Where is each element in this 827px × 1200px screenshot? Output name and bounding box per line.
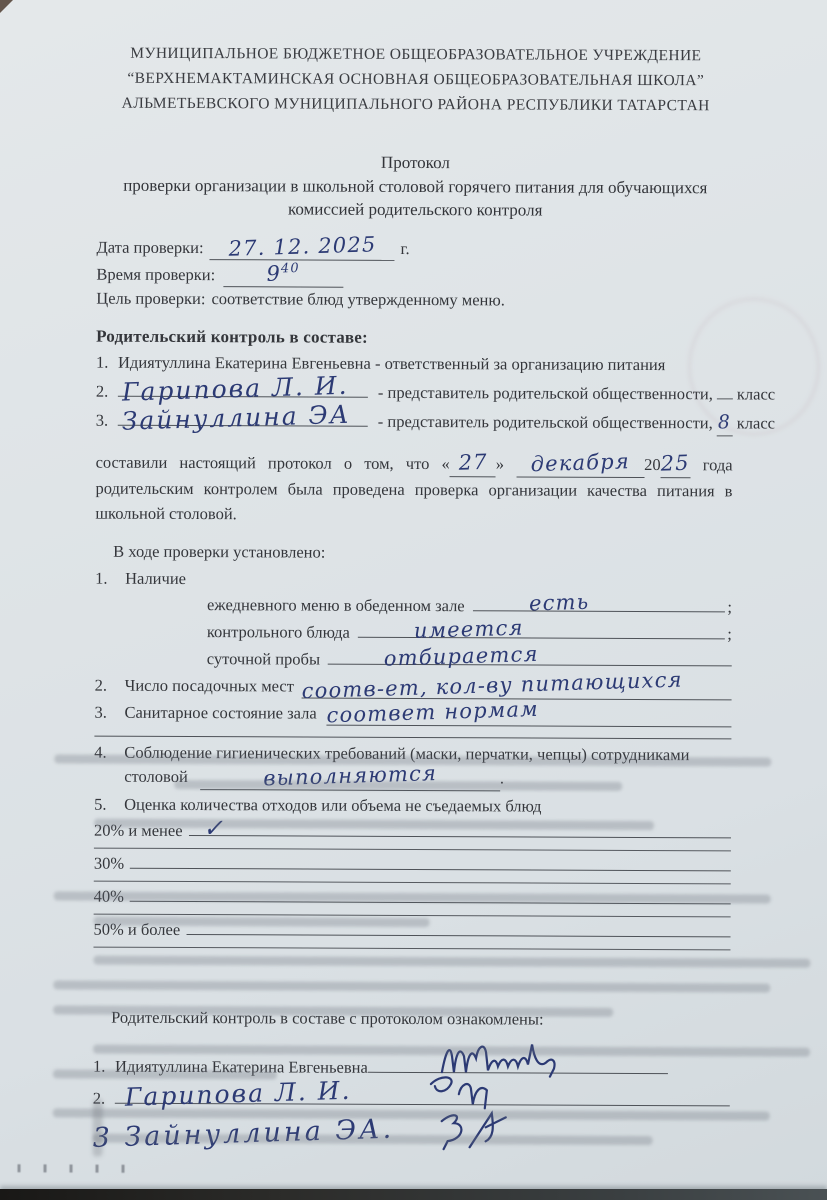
dish-blank bbox=[358, 615, 725, 643]
year-handwriting: 25 bbox=[660, 450, 691, 476]
option-20-blank bbox=[189, 813, 731, 843]
committee-heading: Родительский контроль в составе: bbox=[96, 326, 368, 347]
item-2-label: Число посадочных мест bbox=[124, 675, 295, 696]
item-1-label: Наличие bbox=[125, 568, 187, 589]
item-3-blank bbox=[326, 696, 732, 728]
signature-garipova bbox=[425, 1070, 505, 1110]
item-4-label-2: столовой bbox=[124, 766, 188, 787]
date-handwriting: 27. 12. 2025 bbox=[227, 232, 377, 261]
committee-section bbox=[95, 325, 776, 437]
date-blank bbox=[210, 232, 395, 261]
waste-option-40 bbox=[94, 886, 731, 910]
option-30-blank bbox=[130, 868, 731, 872]
sample-blank bbox=[328, 641, 732, 671]
committee-member-1 bbox=[96, 351, 733, 378]
title-line-2: проверки организации в школьной столовой горячего питания для обучающихся bbox=[123, 175, 708, 198]
item-4-handwriting: выполняются bbox=[262, 761, 438, 791]
menu-label: ежедневного меню в обеденном зале bbox=[206, 595, 465, 616]
findings-intro: В ходе проверки установлено: bbox=[113, 541, 326, 562]
option-50-label: 50% и более bbox=[93, 919, 181, 939]
ack-1-signature-line bbox=[368, 1072, 668, 1074]
item-2-number: 2. bbox=[94, 675, 108, 695]
option-40-rule bbox=[94, 907, 731, 918]
finding-item-5 bbox=[94, 793, 731, 819]
member-2-name-handwriting: Гарипова Л. И. bbox=[121, 370, 349, 407]
ack-row-1 bbox=[93, 1054, 730, 1083]
org-header-line-1: МУНИЦИПАЛЬНОЕ БЮДЖЕТНОЕ ОБЩЕОБРАЗОВАТЕЛЬНОЕ УЧРЕЖДЕНИЕ bbox=[130, 44, 702, 65]
ack-2-name-handwriting: Гарипова Л. И. bbox=[124, 1075, 352, 1112]
member-1-text: Идиятуллина Екатерина Евгеньевна - ответственный за организацию питания bbox=[117, 352, 666, 375]
option-50-blank bbox=[186, 934, 730, 937]
ink-smudge bbox=[93, 1099, 103, 1157]
stamp-bleed-through bbox=[688, 297, 821, 436]
member-3-number: 3. bbox=[95, 410, 109, 430]
checkmark-handwriting: ✓ bbox=[202, 813, 225, 843]
ack-2-number: 2. bbox=[92, 1088, 106, 1108]
purpose-row bbox=[96, 287, 733, 313]
date-row bbox=[96, 232, 733, 263]
dish-handwriting: имеется bbox=[413, 615, 524, 643]
sample-handwriting: отбирается bbox=[383, 641, 540, 671]
date-suffix: г. bbox=[400, 238, 410, 258]
item-1-number: 1. bbox=[95, 568, 108, 588]
purpose-label: Цель проверки: bbox=[96, 288, 206, 309]
menu-punct: ; bbox=[727, 597, 733, 617]
member-3-role: - представитель родительской общественности, bbox=[377, 411, 713, 433]
item-5-number: 5. bbox=[94, 794, 107, 814]
committee-member-2 bbox=[95, 370, 776, 407]
option-20-rule bbox=[94, 841, 731, 852]
year-blank bbox=[661, 452, 691, 478]
date-label: Дата проверки: bbox=[96, 237, 204, 258]
option-30-label: 30% bbox=[93, 853, 125, 873]
ack-row-2 bbox=[92, 1075, 730, 1115]
org-header bbox=[40, 40, 791, 118]
time-blank bbox=[223, 260, 343, 288]
document-title bbox=[40, 149, 791, 222]
sample-label: суточной пробы bbox=[206, 649, 321, 669]
waste-option-50 bbox=[94, 919, 731, 943]
member-3-name-blank bbox=[118, 399, 368, 436]
corner-marks bbox=[17, 1164, 137, 1173]
month-blank bbox=[516, 451, 644, 478]
dish-punct: ; bbox=[727, 624, 732, 644]
dish-line bbox=[206, 615, 732, 646]
time-handwriting: $9^{40}$ bbox=[266, 260, 301, 286]
item-2-handwriting: соотв-ет, кол-ву питающихся bbox=[301, 667, 684, 704]
findings-section bbox=[93, 540, 732, 951]
option-40-label: 40% bbox=[93, 886, 124, 906]
item-5-label: Оценка количества отходов или объема не съедаемых блюд bbox=[124, 794, 542, 816]
member-2-number: 2. bbox=[95, 381, 109, 401]
title-line-3: комиссией родительского контроля bbox=[287, 199, 543, 220]
ack-3-name-handwriting: 3 Зайнуллина ЭА. bbox=[92, 1113, 395, 1154]
org-header-line-3: АЛЬМЕТЬЕВСКОГО МУНИЦИПАЛЬНОГО РАЙОНА РЕСПУБЛИКИ ТАТАРСТАН bbox=[121, 94, 710, 115]
time-label: Время проверки: bbox=[96, 264, 216, 285]
option-40-blank bbox=[130, 901, 731, 905]
option-50-rule bbox=[93, 940, 730, 951]
member-2-class-suffix: класс bbox=[736, 384, 776, 404]
day-blank bbox=[450, 451, 496, 477]
purpose-text: соответствие блюд утвержденному меню. bbox=[211, 289, 505, 310]
waste-option-30 bbox=[94, 853, 731, 877]
member-3-class-handwriting: 8 bbox=[717, 411, 732, 434]
item-4-text bbox=[124, 741, 689, 792]
ack-row-3 bbox=[93, 1114, 730, 1157]
member-2-name-blank bbox=[118, 370, 368, 407]
statement-part-1: составили настоящий протокол о том, что « bbox=[95, 452, 450, 474]
menu-handwriting: есть bbox=[528, 589, 590, 616]
finding-item-2 bbox=[94, 667, 732, 704]
member-2-role: - представитель родительской общественности, bbox=[377, 382, 713, 404]
dish-label: контрольного блюда bbox=[206, 622, 350, 642]
statement-part-2: » bbox=[495, 454, 505, 474]
item-3-handwriting: соответ нормам bbox=[326, 696, 540, 728]
statement-part-4: года родительским контролем была проведена проверка организации качества питания в школьной столовой. bbox=[95, 455, 733, 524]
title-word: Протокол bbox=[380, 152, 450, 173]
item-4-blank bbox=[200, 761, 500, 791]
item-3-label: Санитарное состояние зала bbox=[124, 702, 317, 723]
paper-edge-shadow bbox=[0, 1189, 827, 1200]
option-30-rule bbox=[94, 874, 731, 885]
item-4-number: 4. bbox=[94, 742, 107, 762]
acknowledgement-heading: Родительский контроль в составе с протоколом ознакомлены: bbox=[111, 1007, 544, 1029]
menu-line bbox=[206, 589, 733, 619]
ack-2-line bbox=[115, 1075, 730, 1112]
item-3-number: 3. bbox=[94, 702, 107, 722]
finding-item-3 bbox=[94, 696, 731, 728]
member-1-number: 1. bbox=[95, 352, 109, 372]
info-block bbox=[96, 232, 733, 313]
member-3-name-handwriting: Зайнуллина ЭА bbox=[121, 399, 352, 436]
member-3-class-suffix: класс bbox=[736, 413, 776, 433]
option-20-label: 20% и менее bbox=[93, 820, 183, 840]
ack-1-number: 1. bbox=[92, 1056, 106, 1076]
finding-item-4 bbox=[94, 741, 731, 793]
finding-item-1 bbox=[95, 567, 732, 593]
org-header-line-2: “ВЕРХНЕМАКТАМИНСКАЯ ОСНОВНАЯ ОБЩЕОБРАЗОВАТЕЛЬНАЯ ШКОЛА” bbox=[127, 69, 705, 90]
acknowledgement-section bbox=[93, 1006, 731, 1157]
committee-member-3 bbox=[95, 399, 776, 437]
menu-blank bbox=[473, 589, 726, 616]
statement-part-3: 20 bbox=[644, 455, 661, 475]
item-4-punct: . bbox=[499, 768, 505, 788]
item-4-line-1: Соблюдение гигиенических требований (маски, перчатки, чепцы) сотрудниками bbox=[124, 742, 690, 765]
statement-paragraph bbox=[95, 450, 732, 529]
waste-option-20 bbox=[93, 813, 731, 844]
time-row bbox=[96, 260, 733, 290]
month-handwriting: декабря bbox=[530, 449, 631, 477]
item-3-extra-rule bbox=[94, 727, 731, 740]
day-handwriting: 27 bbox=[457, 449, 488, 475]
ack-1-name: Идиятуллина Екатерина Евгеньевна bbox=[114, 1056, 368, 1077]
signature-zainullina bbox=[434, 1107, 514, 1155]
